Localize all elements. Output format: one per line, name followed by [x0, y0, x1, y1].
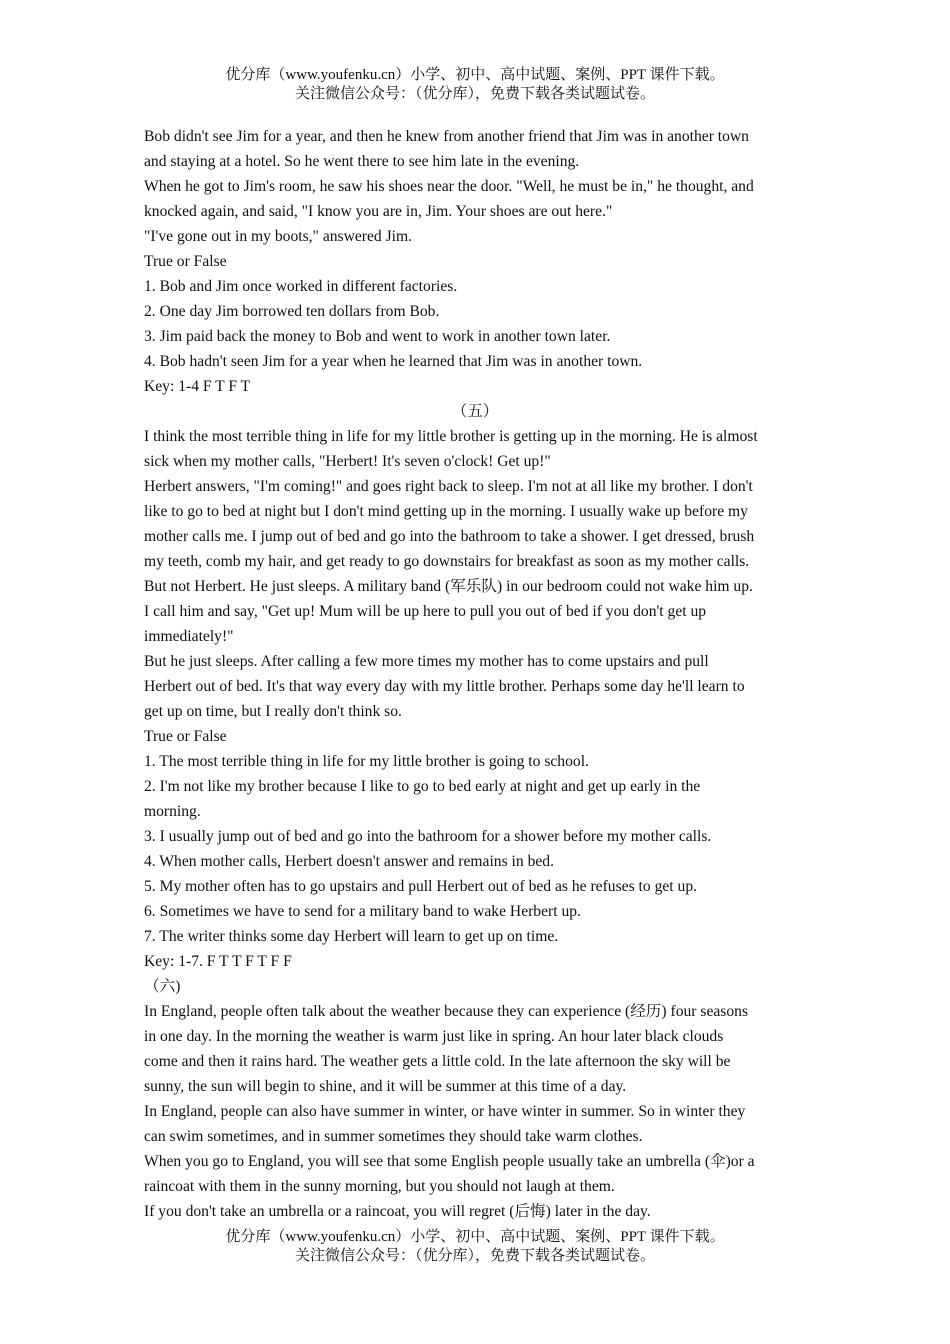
text-line: can swim sometimes, and in summer sometimes they should take warm clothes.	[144, 1128, 643, 1145]
text-line: If you don't take an umbrella or a raincoat, you will regret (后悔) later in the day.	[144, 1203, 651, 1220]
text-line: But not Herbert. He just sleeps. A military band (军乐队) in our bedroom could not wake him up.	[144, 578, 753, 595]
text-line: In England, people can also have summer in winter, or have winter in summer. So in winter they	[144, 1103, 746, 1120]
text-line: immediately!"	[144, 628, 234, 645]
question-item: morning.	[144, 803, 201, 820]
section-number: （六)	[144, 978, 181, 995]
text-line: In England, people often talk about the weather because they can experience (经历) four seasons	[144, 1003, 749, 1020]
footer-line-1: 优分库（www.youfenku.cn）小学、初中、高中试题、案例、PPT 课件下载。	[225, 1229, 725, 1245]
text-line: come and then it rains hard. The weather gets a little cold. In the late afternoon the sky will be	[144, 1053, 731, 1070]
question-item: 6. Sometimes we have to send for a military band to wake Herbert up.	[144, 903, 581, 920]
header-line-2: 关注微信公众号：（优分库），免费下载各类试题试卷。	[294, 86, 655, 102]
text-line: knocked again, and said, "I know you are in, Jim. Your shoes are out here."	[144, 203, 613, 220]
text-line: I think the most terrible thing in life for my little brother is getting up in the morning. He is almost	[144, 428, 758, 445]
footer-line-2: 关注微信公众号：（优分库），免费下载各类试题试卷。	[294, 1248, 655, 1264]
text-line: I call him and say, "Get up! Mum will be up here to pull you out of bed if you don't get up	[144, 603, 707, 620]
question-item: 7. The writer thinks some day Herbert will learn to get up on time.	[144, 928, 559, 945]
question-item: 2. I'm not like my brother because I like to go to bed early at night and get up early in the	[144, 778, 701, 795]
text-line: sick when my mother calls, "Herbert! It's seven o'clock! Get up!"	[144, 453, 551, 470]
text-line: my teeth, comb my hair, and get ready to go downstairs for breakfast as soon as my mother calls.	[144, 553, 750, 570]
text-line: "I've gone out in my boots," answered Jim.	[144, 228, 413, 245]
answer-key: Key: 1-4 F T F T	[144, 378, 251, 395]
page-header	[0, 66, 950, 104]
question-item: 5. My mother often has to go upstairs and pull Herbert out of bed as he refuses to get up.	[144, 878, 698, 895]
text-line: When you go to England, you will see that some English people usually take an umbrella (伞)or a	[144, 1153, 755, 1170]
page-footer	[0, 1228, 950, 1266]
text-line: like to go to bed at night but I don't mind getting up in the morning. I usually wake up before my	[144, 503, 748, 520]
question-item: 1. Bob and Jim once worked in different factories.	[144, 278, 458, 295]
text-line: get up on time, but I really don't think so.	[144, 703, 402, 720]
section-heading: True or False	[144, 728, 227, 745]
text-line: But he just sleeps. After calling a few more times my mother has to come upstairs and pull	[144, 653, 709, 670]
text-line: Herbert answers, "I'm coming!" and goes right back to sleep. I'm not at all like my brother. I don't	[144, 478, 753, 495]
question-item: 2. One day Jim borrowed ten dollars from Bob.	[144, 303, 440, 320]
answer-key: Key: 1-7. F T T F T F F	[144, 953, 292, 970]
section-number: （五）	[451, 403, 499, 420]
question-item: 4. Bob hadn't seen Jim for a year when he learned that Jim was in another town.	[144, 353, 643, 370]
question-item: 4. When mother calls, Herbert doesn't answer and remains in bed.	[144, 853, 554, 870]
section-heading: True or False	[144, 253, 227, 270]
text-line: Herbert out of bed. It's that way every day with my little brother. Perhaps some day he'll learn to	[144, 678, 745, 695]
question-item: 3. Jim paid back the money to Bob and went to work in another town later.	[144, 328, 611, 345]
question-item: 1. The most terrible thing in life for my little brother is going to school.	[144, 753, 589, 770]
text-line: in one day. In the morning the weather is warm just like in spring. An hour later black clouds	[144, 1028, 724, 1045]
text-line: sunny, the sun will begin to shine, and it will be summer at this time of a day.	[144, 1078, 627, 1095]
text-line: Bob didn't see Jim for a year, and then he knew from another friend that Jim was in another town	[144, 128, 749, 145]
text-line: raincoat with them in the sunny morning, but you should not laugh at them.	[144, 1178, 615, 1195]
document-body	[144, 124, 806, 1224]
text-line: When he got to Jim's room, he saw his shoes near the door. "Well, he must be in," he thought, and	[144, 178, 754, 195]
question-item: 3. I usually jump out of bed and go into the bathroom for a shower before my mother calls.	[144, 828, 712, 845]
header-line-1: 优分库（www.youfenku.cn）小学、初中、高中试题、案例、PPT 课件下载。	[225, 67, 725, 83]
text-line: mother calls me. I jump out of bed and go into the bathroom to take a shower. I get dressed, brush	[144, 528, 755, 545]
text-line: and staying at a hotel. So he went there to see him late in the evening.	[144, 153, 580, 170]
